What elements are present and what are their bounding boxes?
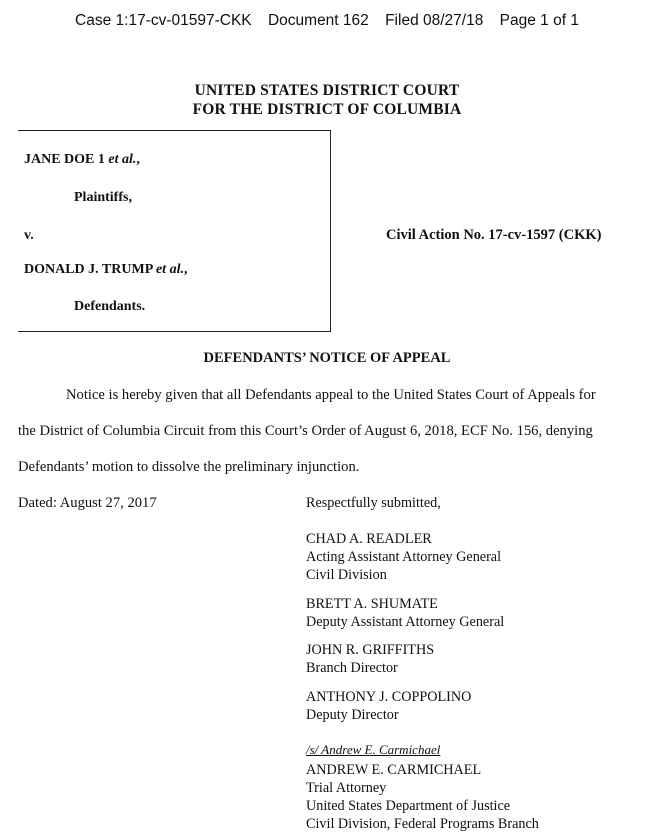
body-line-1: Notice is hereby given that all Defendants appeal to the United States Court of Appeals for (66, 387, 596, 403)
court-name-line2: FOR THE DISTRICT OF COLUMBIA (192, 101, 462, 118)
signer-title: Acting Assistant Attorney General (306, 549, 502, 565)
filed-date: Filed 08/27/18 (385, 12, 484, 29)
ecf-header (0, 12, 654, 30)
attorney-title: Trial Attorney (306, 780, 387, 796)
attorney-name: ANDREW E. CARMICHAEL (306, 762, 482, 778)
signer-name: CHAD A. READLER (306, 531, 432, 547)
document-number: Document 162 (267, 12, 369, 29)
court-name-line1: UNITED STATES DISTRICT COURT (194, 82, 460, 99)
signer-name: JOHN R. GRIFFITHS (306, 642, 435, 658)
signer-title: Deputy Director (306, 707, 399, 723)
signer-name: BRETT A. SHUMATE (306, 596, 438, 612)
signer-title: Deputy Assistant Attorney General (306, 614, 505, 630)
attorney-branch: Civil Division, Federal Programs Branch (306, 816, 539, 832)
versus-label: v. (24, 228, 34, 243)
defendants-label: Defendants. (74, 299, 146, 314)
respectfully-submitted: Respectfully submitted, (306, 495, 441, 511)
defendant-name: DONALD J. TRUMP et al., (24, 262, 188, 277)
body-line-2: the District of Columbia Circuit from this Court’s Order of August 6, 2018, ECF No. 156, denying (18, 423, 593, 439)
plaintiffs-label: Plaintiffs, (74, 190, 132, 205)
document-title: DEFENDANTS’ NOTICE OF APPEAL (203, 350, 451, 366)
signer-name: ANTHONY J. COPPOLINO (306, 689, 472, 705)
civil-action-number: Civil Action No. 17-cv-1597 (CKK) (386, 227, 602, 243)
signer-title: Civil Division (306, 567, 387, 583)
plaintiff-name: JANE DOE 1 et al., (24, 152, 140, 167)
signer-title: Branch Director (306, 660, 398, 676)
page-count: Page 1 of 1 (499, 12, 579, 29)
dated-line: Dated: August 27, 2017 (18, 495, 157, 511)
attorney-department: United States Department of Justice (306, 798, 511, 814)
body-line-3: Defendants’ motion to dissolve the preliminary injunction. (18, 459, 360, 475)
electronic-signature: /s/ Andrew E. Carmichael (306, 742, 441, 757)
case-number: Case 1:17-cv-01597-CKK (75, 12, 252, 29)
